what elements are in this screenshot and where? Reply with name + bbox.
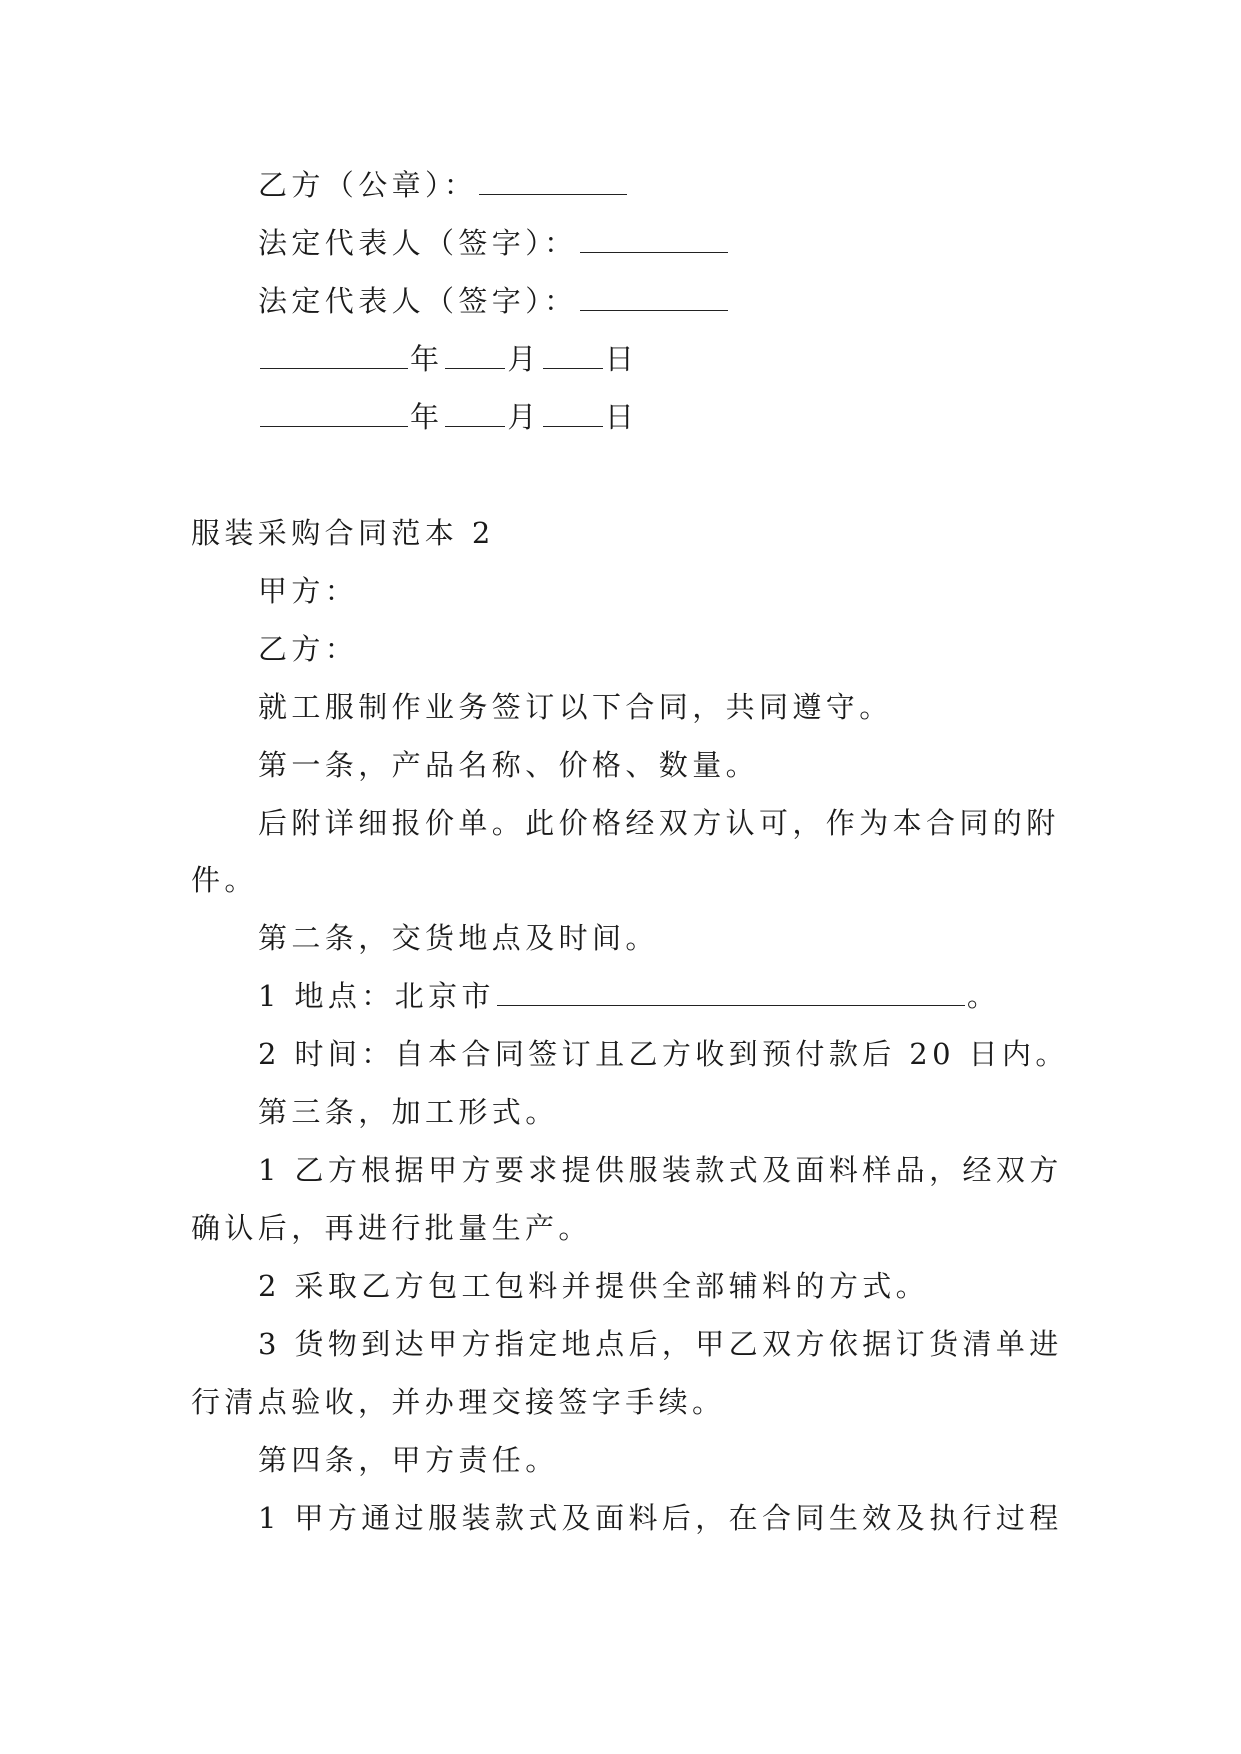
article-4-item-1-line1: 1 甲方通过服装款式及面料后，在合同生效及执行过程 (258, 1501, 1063, 1535)
day-label: 日 (604, 342, 639, 376)
month-label: 月 (507, 400, 541, 434)
article-3-item-3-line2: 行清点验收，并办理交接签字手续。 (191, 1385, 726, 1419)
date-line-2 (258, 397, 638, 437)
article-1-heading: 第一条，产品名称、价格、数量。 (258, 748, 760, 782)
signature-blank (580, 250, 728, 253)
signature-blank (580, 308, 728, 311)
party-a-line: 甲方： (258, 574, 359, 608)
day-label: 日 (604, 400, 639, 434)
year-blank (260, 424, 408, 427)
intro-paragraph: 就工服制作业务签订以下合同，共同遵守。 (258, 690, 893, 724)
location-blank (497, 1003, 965, 1006)
article-3-item-1-line1: 1 乙方根据甲方要求提供服装款式及面料样品，经双方 (258, 1153, 1063, 1187)
month-blank (445, 366, 505, 369)
rep-sign-label: 法定代表人（签字）： (258, 284, 578, 318)
party-b-line: 乙方： (258, 632, 359, 666)
article-2-heading: 第二条，交货地点及时间。 (258, 921, 659, 955)
article-3-heading: 第三条，加工形式。 (258, 1095, 559, 1129)
article-1-text-line1: 后附详细报价单。此价格经双方认可，作为本合同的附 (258, 806, 1060, 840)
article-2-item-2: 2 时间：自本合同签订且乙方收到预付款后 20 日内。 (258, 1037, 1069, 1071)
location-end: 。 (966, 979, 1001, 1013)
rep-sign-line-2 (258, 281, 730, 321)
month-label: 月 (507, 342, 541, 376)
contract-title: 服装采购合同范本 2 (191, 516, 495, 550)
article-4-heading: 第四条，甲方责任。 (258, 1443, 559, 1477)
article-3-item-2: 2 采取乙方包工包料并提供全部辅料的方式。 (258, 1269, 930, 1303)
article-3-item-1-line2: 确认后，再进行批量生产。 (191, 1211, 592, 1245)
year-label: 年 (410, 342, 444, 376)
article-1-text-line2: 件。 (191, 863, 258, 897)
year-blank (260, 366, 408, 369)
party-b-seal-line (258, 165, 629, 205)
article-3-item-3-line1: 3 货物到达甲方指定地点后，甲乙双方依据订货清单进 (258, 1327, 1063, 1361)
seal-blank (479, 192, 627, 195)
year-label: 年 (410, 400, 444, 434)
rep-sign-label: 法定代表人（签字）： (258, 226, 578, 260)
party-b-seal-label: 乙方（公章）： (258, 168, 478, 202)
location-label: 1 地点：北京市 (258, 979, 495, 1013)
article-2-item-1 (258, 976, 1000, 1016)
month-blank (445, 424, 505, 427)
day-blank (543, 424, 603, 427)
date-line-1 (258, 339, 638, 379)
rep-sign-line-1 (258, 223, 730, 263)
day-blank (543, 366, 603, 369)
